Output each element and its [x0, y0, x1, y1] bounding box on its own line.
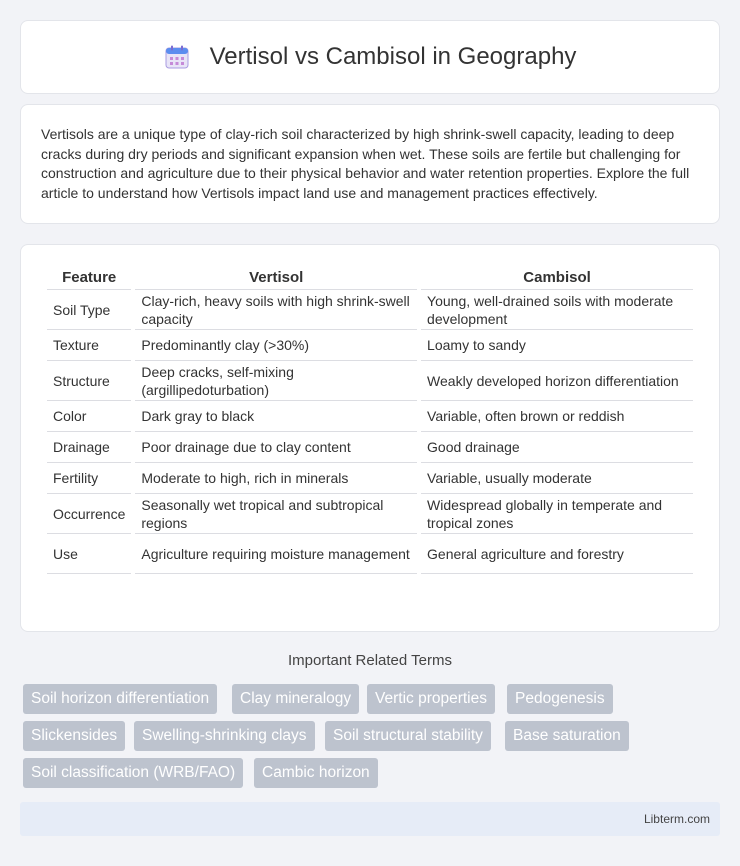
tag-pedogenesis[interactable]: Pedogenesis	[507, 684, 613, 714]
table-cell: Widespread globally in temperate and tropical zones	[421, 494, 693, 534]
comparison-table	[43, 265, 697, 574]
title-card	[20, 20, 720, 94]
table-row	[47, 534, 693, 574]
table-row	[47, 361, 693, 401]
table-cell: Structure	[47, 361, 131, 401]
table-row	[47, 463, 693, 494]
table-row	[47, 494, 693, 534]
table-cell: Occurrence	[47, 494, 131, 534]
header-vertisol: Vertisol	[135, 265, 417, 290]
table-cell: Soil Type	[47, 290, 131, 330]
table-row	[47, 330, 693, 361]
intro-text: Vertisols are a unique type of clay-rich soil characterized by high shrink-swell capacity, leading to deep cracks during dry periods and significant expansion when wet. These soils are fertile but challenging for construction and agriculture due to their physical behavior and water retention properties. Explore the full article to understand how Vertisols impact land use and management practices effectively.	[41, 126, 690, 201]
table-header-row	[47, 265, 693, 290]
table-cell: Predominantly clay (>30%)	[135, 330, 417, 361]
table-cell: Variable, usually moderate	[421, 463, 693, 494]
related-terms-title: Important Related Terms	[288, 652, 452, 669]
header-cambisol: Cambisol	[421, 265, 693, 290]
table-cell: Variable, often brown or reddish	[421, 401, 693, 432]
table-row	[47, 432, 693, 463]
tag-soil-structural-stability[interactable]: Soil structural stability	[325, 721, 491, 751]
table-row	[47, 401, 693, 432]
tag-clay-mineralogy[interactable]: Clay mineralogy	[232, 684, 359, 714]
table-cell: Drainage	[47, 432, 131, 463]
tag-swelling-shrinking-clays[interactable]: Swelling-shrinking clays	[134, 721, 315, 751]
table-cell: Moderate to high, rich in minerals	[135, 463, 417, 494]
header-feature: Feature	[47, 265, 131, 290]
tag-cambic-horizon[interactable]: Cambic horizon	[254, 758, 378, 788]
table-cell: Fertility	[47, 463, 131, 494]
table-cell: Young, well-drained soils with moderate development	[421, 290, 693, 330]
table-cell: Weakly developed horizon differentiation	[421, 361, 693, 401]
tag-soil-horizon-differentiation[interactable]: Soil horizon differentiation	[23, 684, 217, 714]
table-cell: Agriculture requiring moisture management	[135, 534, 417, 574]
table-cell: Seasonally wet tropical and subtropical regions	[135, 494, 417, 534]
footer-brand-link[interactable]: Libterm.com	[643, 812, 710, 826]
calendar-icon	[164, 44, 190, 70]
table-cell: Dark gray to black	[135, 401, 417, 432]
table-cell: Texture	[47, 330, 131, 361]
footer	[20, 802, 720, 836]
tag-vertic-properties[interactable]: Vertic properties	[367, 684, 495, 714]
table-row	[47, 290, 693, 330]
page-title: Vertisol vs Cambisol in Geography	[209, 43, 577, 70]
table-cell: Poor drainage due to clay content	[135, 432, 417, 463]
tag-base-saturation[interactable]: Base saturation	[505, 721, 629, 751]
table-cell: Good drainage	[421, 432, 693, 463]
table-cell: Deep cracks, self-mixing (argillipedoturbation)	[135, 361, 417, 401]
intro-card	[20, 104, 720, 224]
tag-soil-classification[interactable]: Soil classification (WRB/FAO)	[23, 758, 243, 788]
tag-slickensides[interactable]: Slickensides	[23, 721, 125, 751]
comparison-table-card	[20, 244, 720, 632]
table-cell: Color	[47, 401, 131, 432]
table-cell: General agriculture and forestry	[421, 534, 693, 574]
table-cell: Use	[47, 534, 131, 574]
table-cell: Clay-rich, heavy soils with high shrink-swell capacity	[135, 290, 417, 330]
table-cell: Loamy to sandy	[421, 330, 693, 361]
